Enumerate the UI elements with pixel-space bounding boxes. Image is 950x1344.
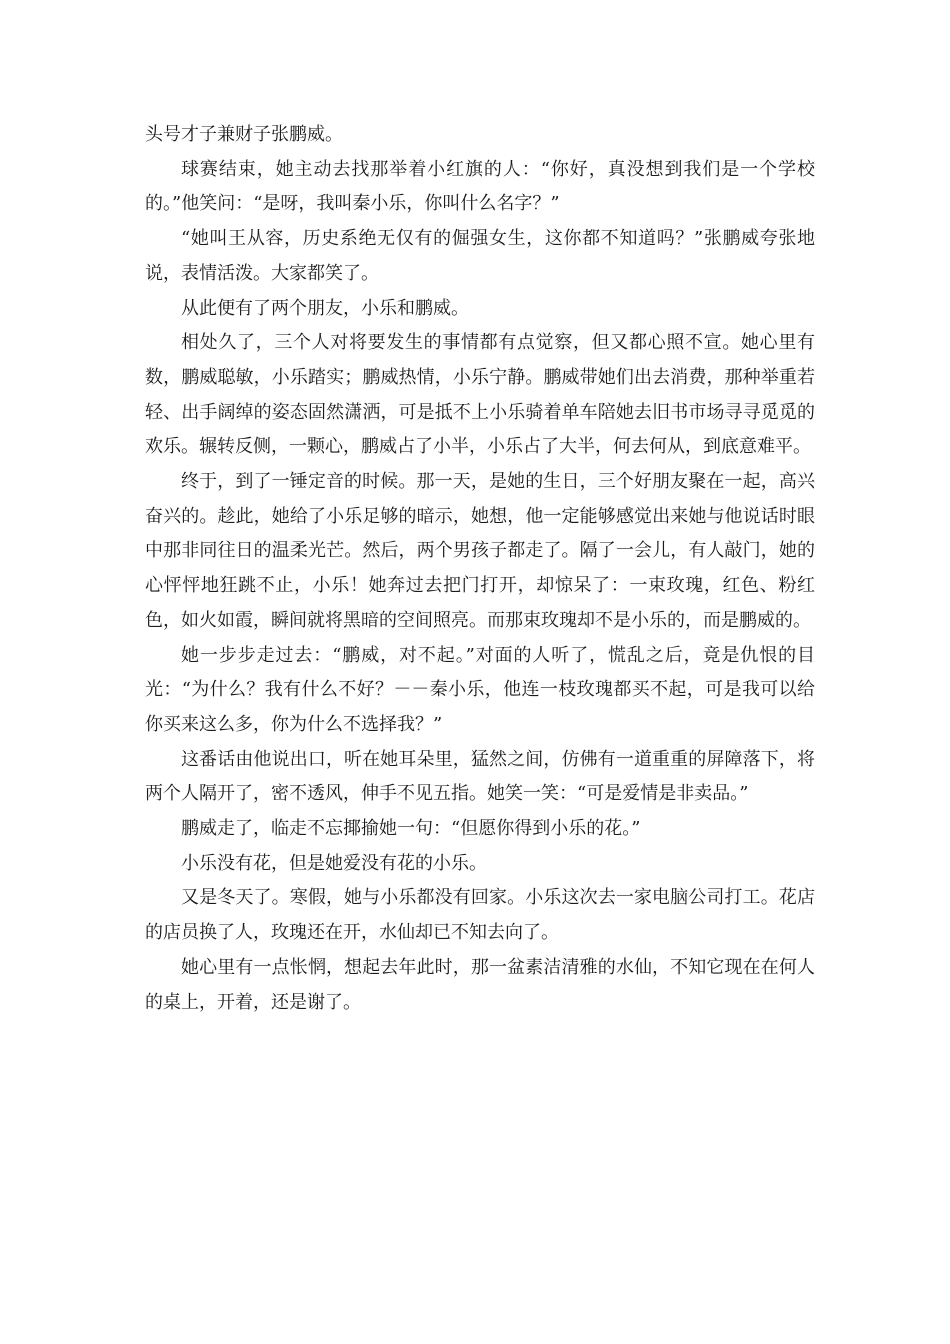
paragraph-4: 从此便有了两个朋友，小乐和鹏威。 <box>181 297 469 319</box>
paragraph-9: 鹏威走了，临走不忘揶揄她一句：“但愿你得到小乐的花。” <box>181 818 641 840</box>
paragraph-1: 头号才子兼财子张鹏威。 <box>145 124 343 145</box>
paragraph-2: 球赛结束，她主动去找那举着小红旗的人：“你好，真没想到我们是一个学校的。”他笑问：“是呀，我叫秦小乐，你叫什么名字？” <box>145 158 815 215</box>
paragraph-12: 她心里有一点怅惘，想起去年此时，那一盆素洁清雅的水仙，不知它现在在何人的桌上，开着，还是谢了。 <box>145 956 815 1013</box>
paragraph-8: 这番话由他说出口，听在她耳朵里，猛然之间，仿佛有一道重重的屏障落下，将两个人隔开了，密不透风，伸手不见五指。她笑一笑：“可是爱情是非卖品。” <box>145 748 815 805</box>
paragraph-5: 相处久了，三个人对将要发生的事情都有点觉察，但又都心照不宣。她心里有数，鹏威聪敏，小乐踏实；鹏威热情，小乐宁静。鹏威带她们出去消费，那种举重若轻、出手阔绰的姿态固然潇洒，可是抵不上小乐骑着单车陪她去旧书市场寻寻觅觅的欢乐。辗转反侧，一颗心，鹏威占了小半，小乐占了大半，何去何从，到底意难平。 <box>145 332 815 458</box>
paragraph-6: 终于，到了一锤定音的时候。那一天，是她的生日，三个好朋友聚在一起，高兴奋兴的。趁此，她给了小乐足够的暗示，她想，他一定能够感觉出来她与他说话时眼中那非同往日的温柔光芒。然后，两个男孩子都走了。隔了一会儿，有人敲门，她的心怦怦地狂跳不止，小乐！她奔过去把门打开，却惊呆了：一束玫瑰，红色、粉红色，如火如霞，瞬间就将黑暗的空间照亮。而那束玫瑰却不是小乐的，而是鹏威的。 <box>145 471 815 631</box>
paragraph-11: 又是冬天了。寒假，她与小乐都没有回家。小乐这次去一家电脑公司打工。花店的店员换了人，玫瑰还在开，水仙却已不知去向了。 <box>145 887 815 944</box>
paragraph-3: “她叫王从容，历史系绝无仅有的倔强女生，这你都不知道吗？”张鹏威夸张地说，表情活泼。大家都笑了。 <box>145 228 815 284</box>
paragraph-7: 她一步步走过去：“鹏威，对不起。”对面的人听了，慌乱之后，竟是仇恨的目光：“为什么？我有什么不好？－－秦小乐，他连一枝玫瑰都买不起，可是我可以给你买来这么多，你为什么不选择我？” <box>145 644 815 735</box>
paragraph-10: 小乐没有花，但是她爱没有花的小乐。 <box>181 852 487 874</box>
document-body <box>145 118 815 1020</box>
